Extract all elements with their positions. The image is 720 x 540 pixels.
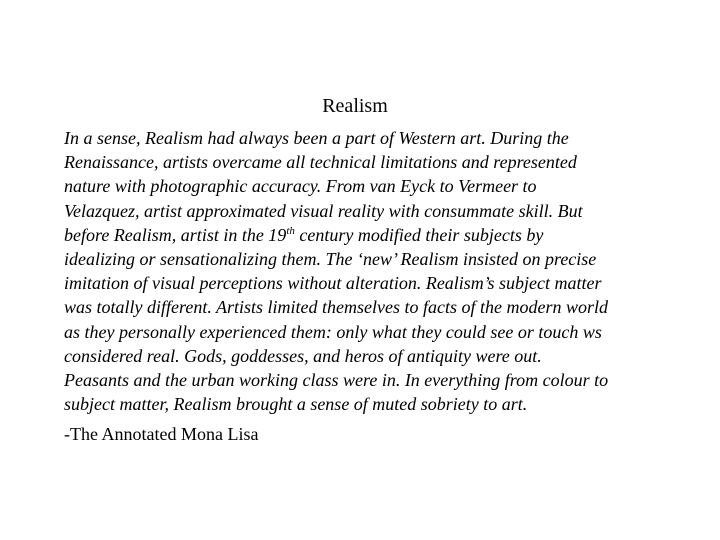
quote-line: was totally different. Artists limited themselves to facts of the modern world (64, 297, 608, 318)
quote-line: as they personally experienced them: only what they could see or touch ws (64, 321, 602, 342)
quote-line: considered real. Gods, goddesses, and heros of antiquity were out. (64, 345, 542, 366)
quote-body (64, 126, 704, 446)
quote-line: nature with photographic accuracy. From van Eyck to Vermeer to (64, 176, 537, 197)
quote-line: subject matter, Realism brought a sense of muted sobriety to art. (64, 394, 528, 415)
quote-line: Velazquez, artist approximated visual reality with consummate skill. But (64, 200, 583, 221)
slide-title: Realism (322, 95, 388, 117)
quote-line: idealizing or sensationalizing them. The ‘new’ Realism insisted on precise (64, 249, 597, 270)
quote-attribution: -The Annotated Mona Lisa (64, 424, 259, 445)
quote-line: Renaissance, artists overcame all technical limitations and represented (64, 152, 577, 173)
quote-line: Peasants and the urban working class were in. In everything from colour to (64, 370, 609, 391)
quote-line-text: century modified their subjects by (294, 224, 544, 245)
quote-line (64, 223, 704, 247)
ordinal-superscript: th (286, 224, 295, 237)
quote-line: imitation of visual perceptions without alteration. Realism’s subject matter (64, 273, 602, 294)
quote-line-text: before Realism, artist in the 19 (64, 224, 287, 245)
quote-line: In a sense, Realism had always been a part of Western art. During the (64, 128, 569, 148)
